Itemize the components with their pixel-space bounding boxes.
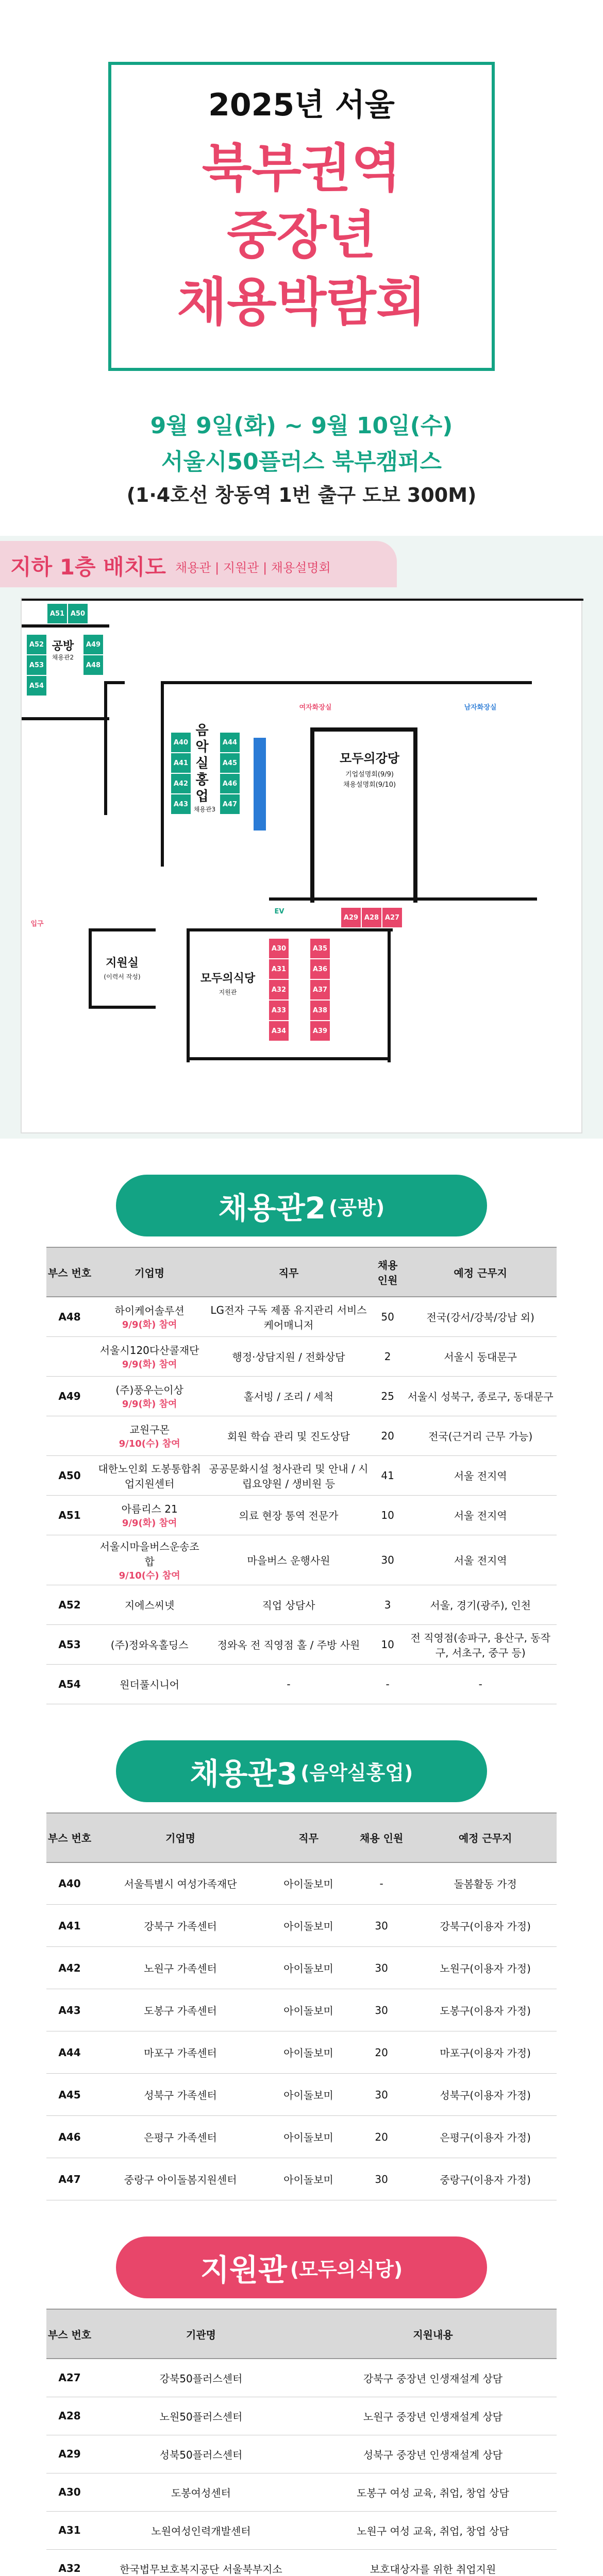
- cell-place: 서울 전지역: [404, 1495, 557, 1535]
- cell-booth: [46, 1535, 93, 1585]
- cell-company: 은평구 가족센터: [93, 2116, 268, 2158]
- booth-a27: A27: [382, 908, 402, 927]
- cell-job: 아이돌보미: [268, 1905, 349, 1947]
- booth-a48: A48: [83, 655, 103, 675]
- cell-company: 서울특별시 여성가족재단: [93, 1862, 268, 1905]
- booth-a51: A51: [47, 604, 67, 623]
- cell-company: [93, 1416, 206, 1455]
- table-row: [46, 2549, 557, 2576]
- cell-org: 노원여성인력개발센터: [93, 2511, 309, 2549]
- cell-content: 보호대상자를 위한 취업지원: [309, 2549, 557, 2576]
- hero-line-target: 중장년: [227, 205, 376, 265]
- booth-a53: A53: [27, 655, 46, 675]
- cell-place: 전국(강서/강북/강남 외): [404, 1297, 557, 1336]
- participation-note: 9/9(화) 참여: [122, 1319, 177, 1331]
- booth-a43: A43: [171, 794, 191, 814]
- booth-a44: A44: [220, 733, 240, 752]
- booth-a41: A41: [171, 753, 191, 773]
- cell-place: 중랑구(이용자 가정): [414, 2158, 557, 2200]
- participation-note: 9/10(수) 참여: [119, 1570, 180, 1581]
- cell-place: 전국(근거리 근무 가능): [404, 1416, 557, 1455]
- cell-company: [93, 1455, 206, 1495]
- booth-a38: A38: [310, 1001, 330, 1020]
- map-wall: [89, 928, 156, 931]
- cell-company: [93, 1376, 206, 1416]
- cell-booth: A42: [46, 1947, 93, 1989]
- cell-count: 30: [349, 1905, 414, 1947]
- company-name: 지에스씨넷: [124, 1599, 175, 1612]
- participation-note: 9/9(화) 참여: [122, 1399, 177, 1410]
- cell-place: 은평구(이용자 가정): [414, 2116, 557, 2158]
- cell-place: 서울 전지역: [404, 1535, 557, 1585]
- table-row: [46, 2031, 557, 2074]
- booth-a30: A30: [269, 939, 289, 958]
- cell-org: 강북50플러스센터: [93, 2359, 309, 2397]
- cell-company: 강북구 가족센터: [93, 1905, 268, 1947]
- cell-place: -: [404, 1664, 557, 1704]
- cell-count: 20: [371, 1416, 405, 1455]
- cell-count: 50: [371, 1297, 405, 1336]
- cell-job: 아이돌보미: [268, 1862, 349, 1905]
- floor-map: [21, 598, 582, 1133]
- company-name: 서울시120다산콜재단: [99, 1344, 199, 1357]
- cell-count: 30: [349, 2074, 414, 2116]
- cell-place: 마포구(이용자 가정): [414, 2031, 557, 2074]
- company-name: 아름리스 21: [121, 1503, 178, 1515]
- table-row: [46, 2435, 557, 2473]
- company-name: 서울시마을버스운송조합: [99, 1540, 199, 1568]
- booth-a29: A29: [341, 908, 361, 927]
- cell-content: 강북구 중장년 인생재설계 상담: [309, 2359, 557, 2397]
- section-title: 지원관: [200, 2252, 287, 2287]
- table-recruit-hall-2: [46, 1247, 557, 1704]
- booth-a32: A32: [269, 980, 289, 999]
- cell-org: 한국법무보호복지공단 서울북부지소: [93, 2549, 309, 2576]
- table-row: [46, 2116, 557, 2158]
- th-company: 기업명: [93, 1247, 206, 1297]
- cell-job: 아이돌보미: [268, 2074, 349, 2116]
- cell-company: 노원구 가족센터: [93, 1947, 268, 1989]
- table-row: [46, 1905, 557, 1947]
- map-wall: [413, 727, 417, 903]
- cell-place: 도봉구(이용자 가정): [414, 1989, 557, 2031]
- map-wall: [104, 681, 125, 684]
- booth-a39: A39: [310, 1021, 330, 1041]
- company-name: 원더풀시니어: [120, 1679, 180, 1691]
- booth-a40: A40: [171, 733, 191, 752]
- table-body: [46, 2359, 557, 2576]
- cell-booth: A45: [46, 2074, 93, 2116]
- th-content: 지원내용: [309, 2309, 557, 2359]
- cell-booth: A41: [46, 1905, 93, 1947]
- section-support-hall-pill: [116, 2236, 487, 2298]
- table-row: [46, 2359, 557, 2397]
- section-title-suffix: (모두의식당): [290, 2258, 403, 2281]
- participation-note: 9/9(화) 참여: [122, 1359, 177, 1370]
- map-wall: [89, 1006, 156, 1009]
- map-wall: [22, 624, 109, 628]
- booth-a36: A36: [310, 959, 330, 979]
- map-wall: [388, 928, 391, 1062]
- section-recruit-hall-2-pill: [116, 1175, 487, 1236]
- booth-a54: A54: [27, 676, 46, 696]
- table-row: [46, 1664, 557, 1704]
- table-row: [46, 1535, 557, 1585]
- cell-place: 노원구(이용자 가정): [414, 1947, 557, 1989]
- cell-booth: A50: [46, 1455, 93, 1495]
- cell-place: 서울시 동대문구: [404, 1336, 557, 1376]
- booth-a34: A34: [269, 1021, 289, 1041]
- room-music-hall: 음악실홍업: [195, 723, 209, 804]
- hero-section: [0, 0, 603, 536]
- room-auditorium: 모두의강당: [340, 751, 399, 766]
- cell-count: 30: [349, 1989, 414, 2031]
- cell-place: 돌봄활동 가정: [414, 1862, 557, 1905]
- th-place: 예정 근무지: [414, 1813, 557, 1862]
- th-count: 채용 인원: [349, 1813, 414, 1862]
- cell-count: 10: [371, 1495, 405, 1535]
- company-name: 대한노인회 도봉통합취업지원센터: [98, 1462, 201, 1490]
- booth-a50: A50: [68, 604, 88, 623]
- table-row: [46, 1624, 557, 1664]
- cell-booth: A43: [46, 1989, 93, 2031]
- hero-directions: (1·4호선 창동역 1번 출구 도보 300M): [126, 484, 477, 506]
- cell-booth: A48: [46, 1297, 93, 1336]
- cell-booth: A52: [46, 1585, 93, 1624]
- cell-booth: A44: [46, 2031, 93, 2074]
- cell-booth: [46, 1416, 93, 1455]
- cell-count: -: [371, 1664, 405, 1704]
- section-title-suffix: (음악실홍업): [300, 1761, 413, 1784]
- map-wall: [89, 928, 92, 1006]
- cell-booth: A30: [46, 2473, 93, 2511]
- company-name: 하이케어솔루션: [114, 1304, 185, 1317]
- hero-frame: [108, 62, 495, 371]
- cell-content: 성북구 중장년 인생재설계 상담: [309, 2435, 557, 2473]
- cell-booth: A49: [46, 1376, 93, 1416]
- cell-content: 도봉구 여성 교육, 취업, 창업 상담: [309, 2473, 557, 2511]
- table-row: [46, 1585, 557, 1624]
- table-row: [46, 1495, 557, 1535]
- cell-booth: A51: [46, 1495, 93, 1535]
- cell-company: 도봉구 가족센터: [93, 1989, 268, 2031]
- corridor-marker: [254, 738, 266, 831]
- section-title: 채용관3: [190, 1756, 298, 1791]
- table-row: [46, 2158, 557, 2200]
- cell-company: [93, 1336, 206, 1376]
- cell-count: 20: [349, 2031, 414, 2074]
- cell-booth: A28: [46, 2397, 93, 2435]
- room-support-sub: (이력서 작성): [104, 973, 141, 980]
- room-dining-sub: 지원관: [219, 989, 237, 996]
- cell-count: 2: [371, 1336, 405, 1376]
- cell-count: 10: [371, 1624, 405, 1664]
- cell-content: 노원구 중장년 인생재설계 상담: [309, 2397, 557, 2435]
- cell-job: 아이돌보미: [268, 2116, 349, 2158]
- table-row: [46, 1336, 557, 1376]
- cell-job: 공공문화시설 청사관리 및 안내 / 시립요양원 / 생비원 등: [206, 1455, 371, 1495]
- booth-a46: A46: [220, 774, 240, 793]
- cell-job: 아이돌보미: [268, 1947, 349, 1989]
- table-row: [46, 1297, 557, 1336]
- cell-booth: A40: [46, 1862, 93, 1905]
- cell-content: 노원구 여성 교육, 취업, 창업 상담: [309, 2511, 557, 2549]
- table-row: [46, 1455, 557, 1495]
- room-dining: 모두의식당: [200, 972, 256, 985]
- booth-a31: A31: [269, 959, 289, 979]
- th-booth: 부스 번호: [46, 1813, 93, 1862]
- cell-org: 성북50플러스센터: [93, 2435, 309, 2473]
- table-row: [46, 1376, 557, 1416]
- booth-a42: A42: [171, 774, 191, 793]
- map-wall: [310, 727, 314, 903]
- map-wall: [22, 599, 583, 601]
- auditorium-note-2: 채용설명회(9/10): [343, 781, 396, 789]
- table-body: [46, 1297, 557, 1704]
- table-row: [46, 2473, 557, 2511]
- hero-line-event: 채용박람회: [177, 272, 426, 332]
- cell-count: 30: [349, 2158, 414, 2200]
- booth-a52: A52: [27, 635, 46, 654]
- map-wall: [104, 681, 107, 815]
- hero-line-region: 북부권역: [202, 138, 401, 198]
- cell-count: 20: [349, 2116, 414, 2158]
- cell-count: 3: [371, 1585, 405, 1624]
- hero-year-title: 2025년 서울: [208, 87, 395, 123]
- map-wall: [187, 928, 190, 1062]
- cell-count: 30: [349, 1947, 414, 1989]
- cell-place: 서울 전지역: [404, 1455, 557, 1495]
- th-company: 기업명: [93, 1813, 268, 1862]
- cell-booth: [46, 1336, 93, 1376]
- section-title-suffix: (공방): [329, 1196, 385, 1219]
- room-gongbang: 공방: [52, 640, 74, 653]
- restroom-male: 남자화장실: [464, 704, 497, 711]
- section-recruit-hall-2-header: [0, 1139, 603, 1247]
- cell-job: 아이돌보미: [268, 1989, 349, 2031]
- map-wall: [187, 1057, 391, 1060]
- cell-company: [93, 1585, 206, 1624]
- cell-job: 홀서빙 / 조리 / 세척: [206, 1376, 371, 1416]
- section-recruit-hall-3-header: [0, 1704, 603, 1812]
- cell-company: 마포구 가족센터: [93, 2031, 268, 2074]
- cell-company: 중랑구 아이돌봄지원센터: [93, 2158, 268, 2200]
- company-name: (주)풍우는이상: [115, 1384, 183, 1396]
- room-gongbang-sub: 채용관2: [52, 654, 74, 661]
- section-recruit-hall-3-pill: [116, 1740, 487, 1802]
- company-name: (주)정와옥홀딩스: [110, 1639, 189, 1651]
- cell-booth: A46: [46, 2116, 93, 2158]
- cell-booth: A32: [46, 2549, 93, 2576]
- booth-a37: A37: [310, 980, 330, 999]
- cell-count: 30: [371, 1535, 405, 1585]
- hero-place: 서울시50플러스 북부캠퍼스: [161, 449, 442, 475]
- cell-booth: A53: [46, 1624, 93, 1664]
- map-wall: [161, 681, 164, 867]
- map-wall: [187, 928, 393, 931]
- cell-company: [93, 1624, 206, 1664]
- cell-booth: A29: [46, 2435, 93, 2473]
- cell-job: 정와옥 전 직영점 홀 / 주방 사원: [206, 1624, 371, 1664]
- cell-job: 마을버스 운행사원: [206, 1535, 371, 1585]
- booth-a47: A47: [220, 794, 240, 814]
- cell-count: -: [349, 1862, 414, 1905]
- floor-map-tab: [0, 541, 397, 587]
- map-wall: [310, 727, 413, 732]
- cell-place: 서울, 경기(광주), 인천: [404, 1585, 557, 1624]
- cell-booth: A27: [46, 2359, 93, 2397]
- cell-company: [93, 1664, 206, 1704]
- restroom-female: 여자화장실: [299, 704, 332, 711]
- cell-job: 의료 현장 통역 전문가: [206, 1495, 371, 1535]
- table-row: [46, 2397, 557, 2435]
- table-row: [46, 1989, 557, 2031]
- floor-map-title: 지하 1층 배치도: [10, 554, 166, 580]
- elevator-label: EV: [274, 908, 284, 916]
- entrance-label: 입구: [30, 920, 44, 928]
- booth-a45: A45: [220, 753, 240, 773]
- cell-org: 노원50플러스센터: [93, 2397, 309, 2435]
- auditorium-note-1: 기업설명회(9/9): [345, 771, 394, 778]
- booth-a35: A35: [310, 939, 330, 958]
- cell-job: -: [206, 1664, 371, 1704]
- company-name: 교원구몬: [129, 1423, 170, 1436]
- cell-count: 25: [371, 1376, 405, 1416]
- th-job: 직무: [268, 1813, 349, 1862]
- cell-job: LG전자 구독 제품 유지관리 서비스 케어매니저: [206, 1297, 371, 1336]
- th-org: 기관명: [93, 2309, 309, 2359]
- table-row: [46, 1416, 557, 1455]
- floor-map-subtitle: 채용관 | 지원관 | 채용설명회: [175, 561, 331, 575]
- th-booth: 부스 번호: [46, 1247, 93, 1297]
- th-count: 채용 인원: [371, 1247, 405, 1297]
- map-wall: [22, 717, 109, 720]
- cell-place: 성북구(이용자 가정): [414, 2074, 557, 2116]
- section-title: 채용관2: [218, 1191, 326, 1226]
- table-support-hall: [46, 2309, 557, 2576]
- cell-job: 직업 상담사: [206, 1585, 371, 1624]
- cell-job: 행정·상담지원 / 전화상담: [206, 1336, 371, 1376]
- cell-count: 41: [371, 1455, 405, 1495]
- cell-company: [93, 1535, 206, 1585]
- table-row: [46, 1947, 557, 1989]
- table-recruit-hall-3: [46, 1812, 557, 2201]
- cell-booth: A31: [46, 2511, 93, 2549]
- th-job: 직무: [206, 1247, 371, 1297]
- cell-org: 도봉여성센터: [93, 2473, 309, 2511]
- th-booth: 부스 번호: [46, 2309, 93, 2359]
- cell-job: 회원 학습 관리 및 진도상담: [206, 1416, 371, 1455]
- booth-a49: A49: [83, 635, 103, 654]
- cell-job: 아이돌보미: [268, 2158, 349, 2200]
- th-place: 예정 근무지: [404, 1247, 557, 1297]
- cell-booth: A54: [46, 1664, 93, 1704]
- map-wall: [161, 681, 532, 684]
- participation-note: 9/10(수) 참여: [119, 1438, 180, 1449]
- cell-company: [93, 1495, 206, 1535]
- cell-booth: A47: [46, 2158, 93, 2200]
- section-support-hall-header: [0, 2200, 603, 2309]
- cell-place: 서울시 성북구, 종로구, 동대문구: [404, 1376, 557, 1416]
- table-row: [46, 2074, 557, 2116]
- cell-company: 성북구 가족센터: [93, 2074, 268, 2116]
- booth-a28: A28: [362, 908, 381, 927]
- cell-job: 아이돌보미: [268, 2031, 349, 2074]
- table-body: [46, 1862, 557, 2200]
- participation-note: 9/9(화) 참여: [122, 1518, 177, 1529]
- room-music-hall-sub: 채용관3: [193, 806, 216, 813]
- cell-place: 전 직영점(송파구, 용산구, 동작구, 서초구, 중구 등): [404, 1624, 557, 1664]
- hero-date: 9월 9일(화) ~ 9월 10일(수): [150, 413, 453, 439]
- booth-a33: A33: [269, 1001, 289, 1020]
- cell-company: [93, 1297, 206, 1336]
- room-support: 지원실: [106, 957, 139, 970]
- table-row: [46, 2511, 557, 2549]
- floor-map-section: [0, 536, 603, 1139]
- cell-place: 강북구(이용자 가정): [414, 1905, 557, 1947]
- map-wall: [269, 897, 537, 901]
- table-row: [46, 1862, 557, 1905]
